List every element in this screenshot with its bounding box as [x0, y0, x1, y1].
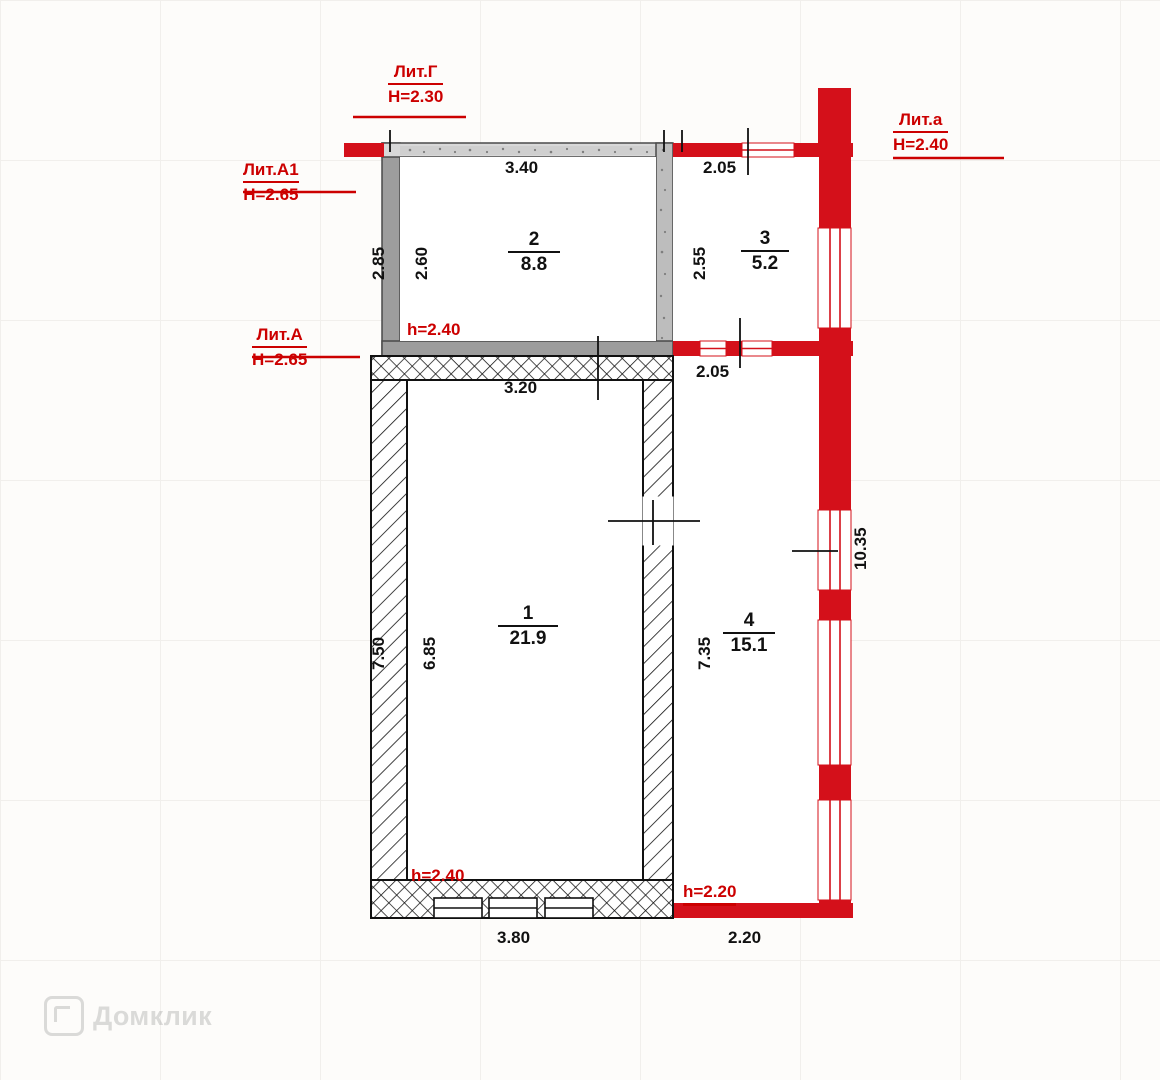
room-1-area: 21.9 — [498, 625, 558, 650]
lit-a-height: H=2.65 — [252, 349, 308, 369]
room-2-label — [508, 229, 560, 276]
room-1-label — [498, 603, 558, 650]
dim-bottom-2-20: 2.20 — [728, 928, 762, 947]
lit-a1-wall — [344, 143, 384, 157]
room-3-number: 3 — [759, 228, 771, 249]
room-2-area: 8.8 — [508, 251, 560, 276]
room-4-area: 15.1 — [723, 632, 775, 657]
lit-a-title: Лит.А — [252, 325, 307, 348]
lit-g-title: Лит.Г — [388, 62, 443, 85]
dim-mid-2-05: 2.05 — [696, 362, 730, 381]
watermark-text: Домклик — [93, 1000, 212, 1031]
dim-top-3-40: 3.40 — [505, 158, 539, 177]
dim-mid-3-20: 3.20 — [504, 378, 538, 397]
lit-g-height: H=2.30 — [388, 86, 444, 106]
lit-a1-label — [243, 160, 299, 204]
room-4-number: 4 — [743, 610, 755, 631]
dim-top-2-05: 2.05 — [703, 158, 737, 177]
room-3-label — [741, 228, 789, 275]
room-4-label — [723, 610, 775, 657]
lit-a-small-height: H=2.40 — [893, 134, 949, 154]
dim-6-85: 6.85 — [420, 636, 439, 670]
h-note-lit-g: h=2.40 — [407, 320, 461, 339]
lit-a1-height: H=2.65 — [243, 184, 299, 204]
lit-a-small-title: Лит.а — [893, 110, 948, 133]
dim-7-35: 7.35 — [695, 636, 714, 670]
dim-bottom-3-80: 3.80 — [497, 928, 531, 947]
room-1-number: 1 — [522, 603, 534, 624]
dim-2-60: 2.60 — [412, 246, 431, 280]
h-note-room-4: h=2.20 — [683, 882, 736, 906]
lit-a-small-structure — [673, 88, 853, 918]
lit-a-small-label — [893, 110, 948, 154]
dim-10-35: 10.35 — [851, 527, 870, 570]
h-note-room-1: h=2.40 — [411, 866, 465, 885]
lit-a1-title: Лит.А1 — [243, 160, 299, 183]
room-3-area: 5.2 — [741, 250, 789, 275]
lit-g-label — [388, 62, 443, 106]
dim-2-85: 2.85 — [369, 246, 388, 280]
dim-2-55: 2.55 — [690, 246, 709, 280]
room-2-number: 2 — [528, 229, 540, 250]
dim-7-50: 7.50 — [369, 636, 388, 670]
lit-a-label — [252, 325, 307, 369]
